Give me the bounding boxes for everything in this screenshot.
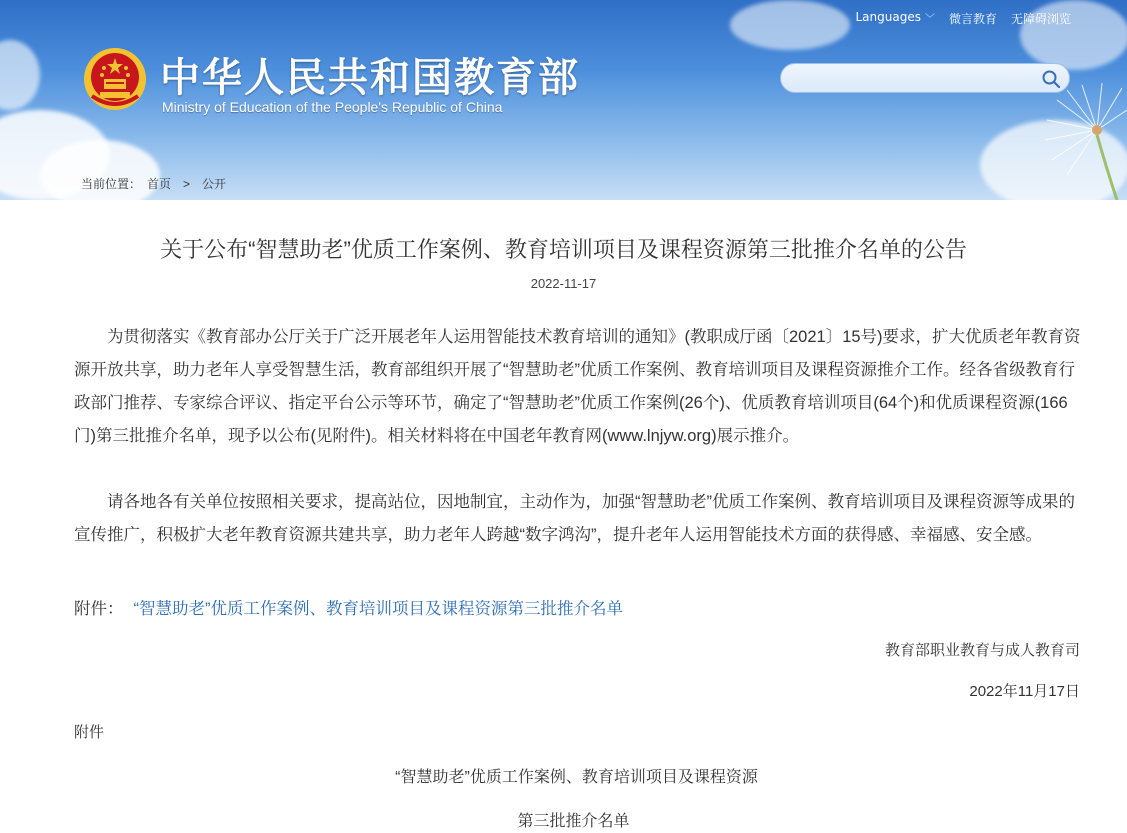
national-emblem-icon[interactable]: [82, 46, 148, 112]
site-title[interactable]: 中华人民共和国教育部: [160, 54, 580, 101]
cloud-decoration: [730, 0, 850, 50]
site-header: [0, 0, 1127, 200]
article-date: 2022-11-17: [530, 276, 597, 291]
article-paragraph: 为贯彻落实《教育部办公厅关于广泛开展老年人运用智能技术教育培训的通知》(教职成厅函〔2021〕15号)要求，扩大优质老年教育资源开放共享，助力老年人享受智慧生活，教育部组织开展了“智慧助老”优质工作案例、教育培训项目及课程资源推介工作。经各省级教育行政部门推荐、专家综合评议、指定平台公示等环节，确定了“智慧助老”优质工作案例(26个)、优质教育培训项目(64个)和优质课程资源(166门)第三批推介名单，现予以公布(见附件)。相关材料将在中国老年教育网(www.lnjyw.org)展示推介。: [74, 328, 1081, 445]
attachment-line: [74, 595, 623, 619]
article-title: 关于公布“智慧助老”优质工作案例、教育培训项目及课程资源第三批推介名单的公告: [160, 237, 967, 262]
breadcrumb: [81, 175, 226, 192]
languages-link[interactable]: Languages: [855, 10, 921, 24]
attachment-label: 附件：: [74, 600, 124, 618]
appendix-subtitle: 第三批推介名单: [517, 813, 630, 830]
appendix-title: “智慧助老”优质工作案例、教育培训项目及课程资源: [395, 769, 758, 786]
top-links: [855, 10, 1071, 27]
article-paragraph: 请各地各有关单位按照相关要求，提高站位，因地制宜，主动作为，加强“智慧助老”优质工作案例、教育培训项目及课程资源等成果的宣传推广，积极扩大老年教育资源共建共享，助力老年人跨越“数字鸿沟”，提升老年人运用智能技术方面的获得感、幸福感、安全感。: [74, 493, 1075, 544]
accessibility-link[interactable]: 无障碍浏览: [1010, 12, 1071, 26]
chevron-down-icon[interactable]: ﹀: [924, 14, 935, 25]
search-input[interactable]: [795, 68, 1039, 90]
cloud-decoration: [0, 40, 40, 110]
signature-org: 教育部职业教育与成人教育司: [884, 642, 1080, 659]
signature-date: 2022年11月17日: [969, 683, 1080, 700]
appendix-label: 附件: [74, 724, 105, 741]
breadcrumb-item-public[interactable]: 公开: [202, 177, 227, 191]
breadcrumb-item-home[interactable]: 首页: [147, 177, 172, 191]
chevron-right-icon: >: [183, 176, 191, 191]
attachment-link[interactable]: “智慧助老”优质工作案例、教育培训项目及课程资源第三批推介名单: [133, 600, 623, 618]
dandelion-decoration: [1037, 80, 1127, 200]
search-box[interactable]: [780, 63, 1070, 93]
breadcrumb-prefix: 当前位置：: [81, 177, 142, 191]
site-subtitle: Ministry of Education of the People's Republic of China: [162, 99, 503, 115]
weiyan-education-link[interactable]: 微言教育: [948, 12, 997, 26]
